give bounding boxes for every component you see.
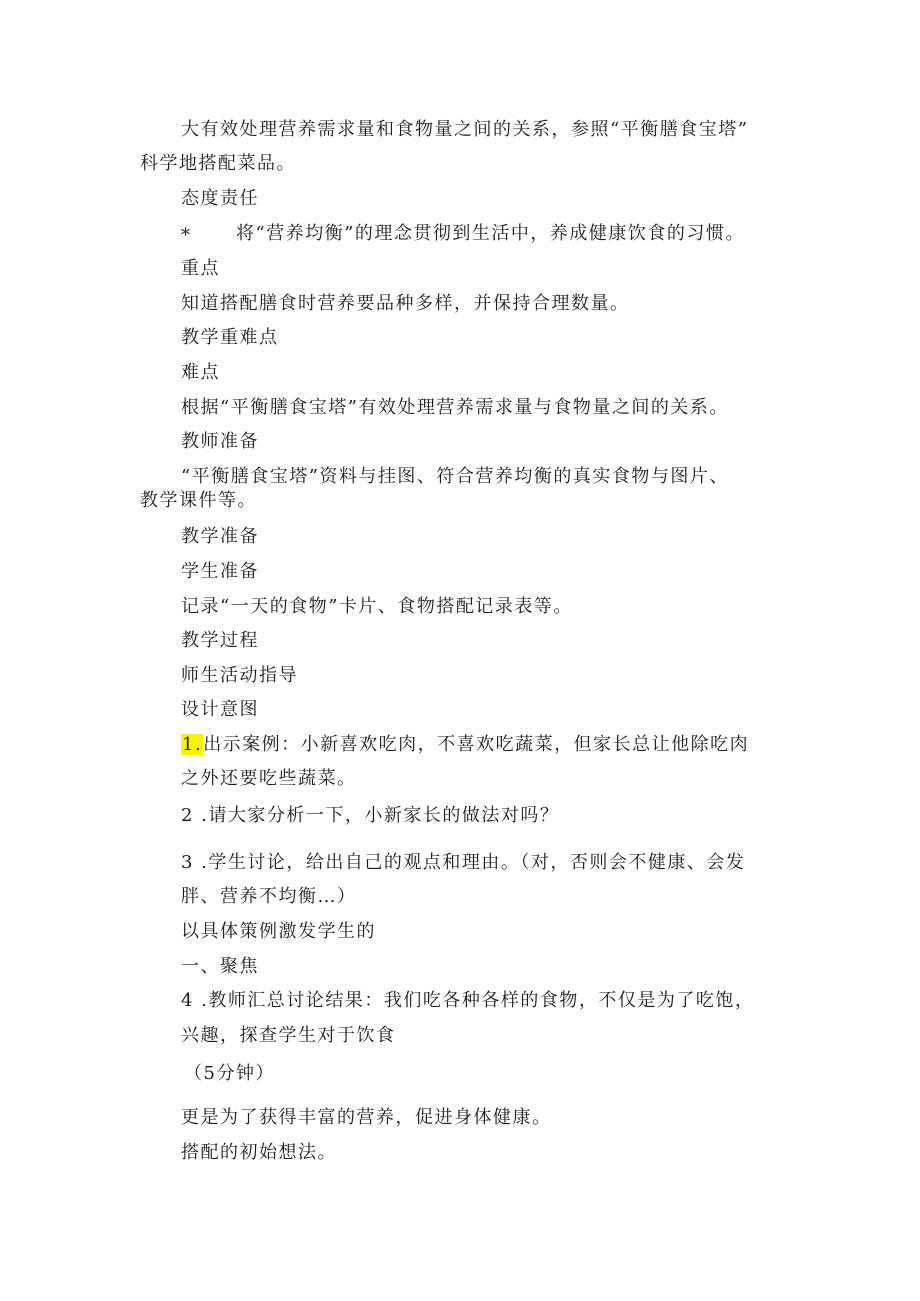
- section-heading: 难点: [181, 362, 220, 383]
- list-item-2: 2 .请大家分析一下，小新家长的做法对吗？: [181, 805, 560, 826]
- text-line: 科学地搭配菜品。: [140, 153, 296, 174]
- bullet-marker: *: [181, 225, 192, 246]
- list-item-3: 3 .学生讨论，给出自己的观点和理由。（对，否则会不健康、会发: [181, 852, 746, 873]
- section-heading: 态度责任: [181, 188, 259, 209]
- section-heading: 教学准备: [181, 526, 259, 547]
- text-line: 之外还要吃些蔬菜。: [181, 768, 357, 789]
- list-item-text: 出示案例：小新喜欢吃肉，不喜欢吃蔬菜，但家长总让他除吃肉: [203, 734, 750, 755]
- text-line: “平衡膳食宝塔”资料与挂图、符合营养均衡的真实食物与图片、: [181, 466, 729, 487]
- section-heading: 教师准备: [181, 431, 259, 452]
- text-line: 兴趣，探查学生对于饮食: [181, 1025, 396, 1046]
- list-item-1: [181, 733, 749, 757]
- text-line: 知道搭配膳食时营养要品种多样，并保持合理数量。: [181, 293, 630, 314]
- highlighted-number: 1.: [182, 734, 203, 755]
- text-line: 记录“一天的食物”卡片、食物搭配记录表等。: [181, 596, 573, 617]
- section-heading: 教学重难点: [181, 327, 279, 348]
- duration-note: （5分钟）: [184, 1063, 275, 1084]
- text-line: 教学课件等。: [140, 490, 257, 511]
- section-heading: 学生准备: [181, 561, 259, 582]
- section-heading: 教学过程: [181, 630, 259, 651]
- text-line: 胖、营养不均衡…）: [181, 886, 357, 907]
- text-line: 搭配的初始想法。: [181, 1142, 337, 1163]
- text-line: 以具体策例激发学生的: [181, 921, 376, 942]
- list-item-4: 4 .教师汇总讨论结果：我们吃各种各样的食物，不仅是为了吃饱，: [181, 990, 755, 1011]
- section-heading: 设计意图: [181, 699, 259, 720]
- section-heading: 重点: [181, 258, 220, 279]
- section-heading: 师生活动指导: [181, 665, 298, 686]
- section-heading: 一、聚焦: [181, 956, 259, 977]
- text-line: 将“营养均衡”的理念贯彻到生活中，养成健康饮食的习惯。: [236, 223, 745, 244]
- text-line: 根据“平衡膳食宝塔”有效处理营养需求量与食物量之间的关系。: [181, 397, 729, 418]
- text-line: 大有效处理营养需求量和食物量之间的关系，参照“平衡膳食宝塔”: [181, 119, 749, 140]
- text-line: 更是为了获得丰富的营养，促进身体健康。: [181, 1107, 552, 1128]
